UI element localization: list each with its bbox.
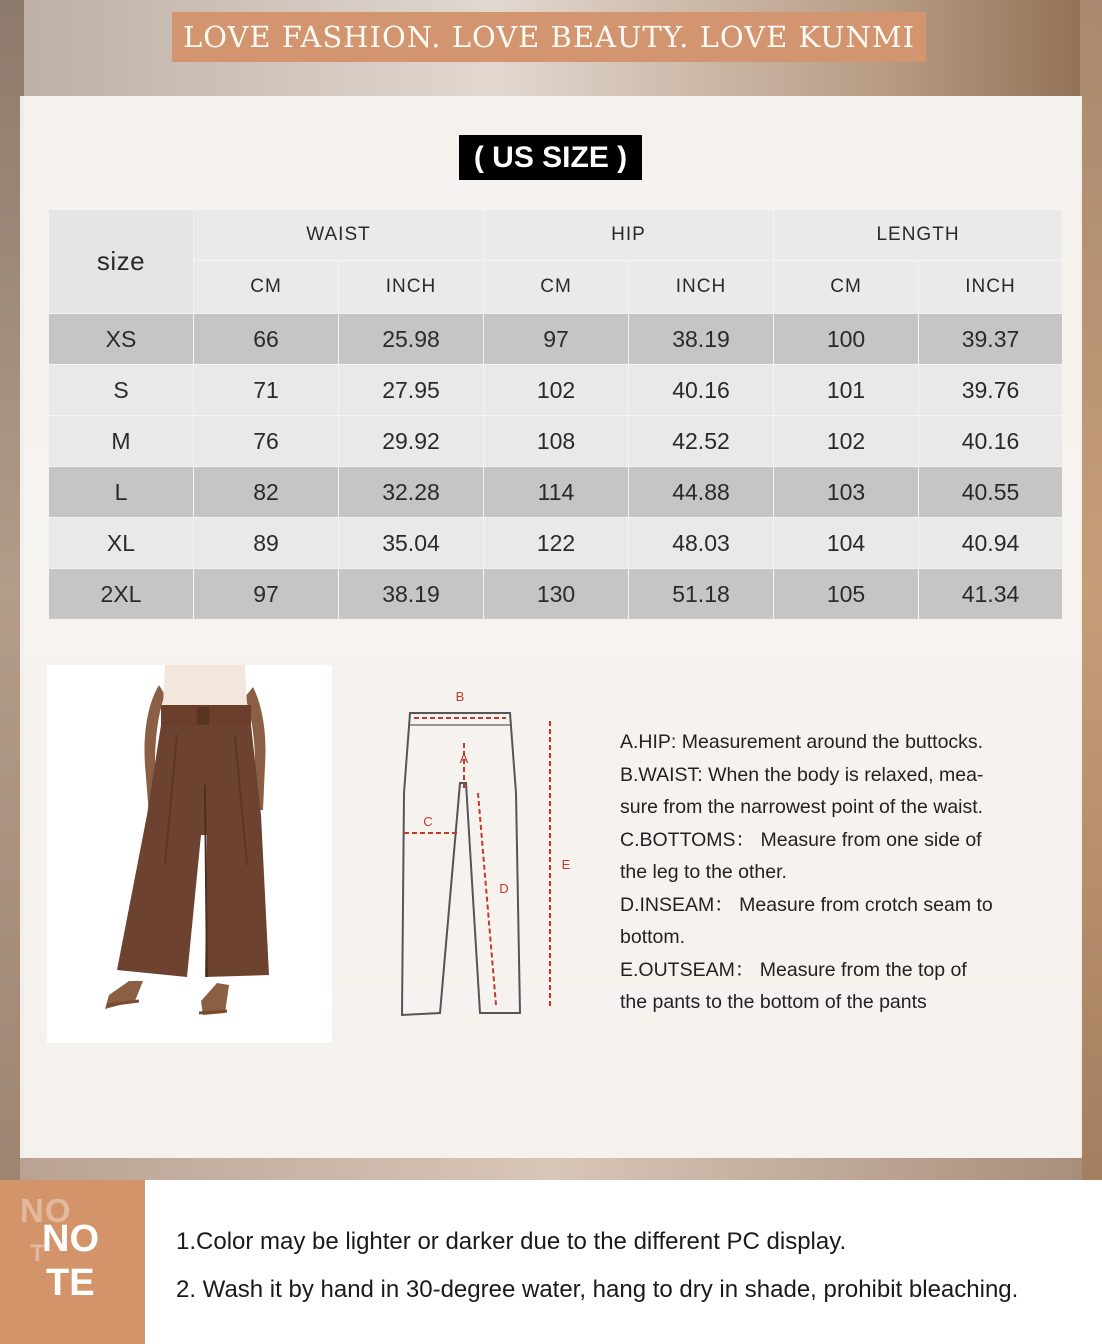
diagram-label-e: E [561, 857, 571, 872]
size-cell: 2XL [49, 569, 194, 620]
table-cell: 51.18 [629, 569, 774, 620]
table-cell: 100 [774, 314, 919, 365]
measure-line-d [478, 793, 496, 1005]
table-cell: 105 [774, 569, 919, 620]
instruction-bottoms: C.BOTTOMS： Measure from one side of the leg to the other. [620, 828, 982, 883]
table-cell: 97 [484, 314, 629, 365]
product-photo [47, 665, 332, 1043]
diagram-label-d: D [499, 881, 509, 896]
diagram-label-c: C [423, 814, 433, 829]
table-cell: 103 [774, 467, 919, 518]
us-size-badge: ( US SIZE ) [459, 135, 642, 180]
size-column-header: size [49, 210, 194, 314]
table-cell: 102 [484, 365, 629, 416]
table-cell: 108 [484, 416, 629, 467]
table-cell: 102 [774, 416, 919, 467]
table-cell: 32.28 [339, 467, 484, 518]
waist-group-header: WAIST [194, 210, 484, 261]
table-cell: 40.16 [919, 416, 1063, 467]
table-cell: 42.52 [629, 416, 774, 467]
unit-header: CM [194, 261, 339, 314]
background-bottom-strip [20, 1158, 1082, 1180]
table-cell: 39.37 [919, 314, 1063, 365]
care-notes [145, 1180, 1102, 1344]
table-header-row [49, 210, 1063, 261]
size-cell: S [49, 365, 194, 416]
table-cell: 40.94 [919, 518, 1063, 569]
table-cell: 25.98 [339, 314, 484, 365]
table-cell: 97 [194, 569, 339, 620]
size-chart-table [48, 209, 1063, 620]
table-row [49, 365, 1063, 416]
table-cell: 44.88 [629, 467, 774, 518]
note-label-bottom: TE [46, 1262, 95, 1304]
table-cell: 41.34 [919, 569, 1063, 620]
model-illustration [47, 665, 332, 1043]
instruction-hip: A.HIP: Measurement around the buttocks. [620, 731, 984, 753]
unit-header: INCH [629, 261, 774, 314]
instruction-waist: B.WAIST: When the body is relaxed, mea- sure from the narrowest point of the waist. [620, 763, 984, 818]
slogan-text: LOVE FASHION. LOVE BEAUTY. LOVE KUNMI [182, 20, 916, 54]
note-ghost-text: NO [20, 1192, 72, 1229]
measurement-instructions [620, 726, 1040, 1019]
table-cell: 38.19 [629, 314, 774, 365]
table-cell: 114 [484, 467, 629, 518]
table-cell: 101 [774, 365, 919, 416]
size-cell: XS [49, 314, 194, 365]
background-right-building [1080, 0, 1102, 1180]
table-cell: 130 [484, 569, 629, 620]
hip-group-header: HIP [484, 210, 774, 261]
table-row [49, 467, 1063, 518]
unit-header: INCH [919, 261, 1063, 314]
table-unit-row [49, 261, 1063, 314]
table-cell: 35.04 [339, 518, 484, 569]
table-cell: 29.92 [339, 416, 484, 467]
table-cell: 82 [194, 467, 339, 518]
note-ghost-t: T [30, 1240, 45, 1267]
unit-header: CM [484, 261, 629, 314]
unit-header: CM [774, 261, 919, 314]
table-cell: 76 [194, 416, 339, 467]
table-row [49, 314, 1063, 365]
size-cell: L [49, 467, 194, 518]
table-cell: 39.76 [919, 365, 1063, 416]
table-cell: 27.95 [339, 365, 484, 416]
size-cell: M [49, 416, 194, 467]
measurement-diagram [380, 683, 590, 1023]
instruction-inseam: D.INSEAM： Measure from crotch seam to bottom. [620, 893, 993, 948]
note-label-top: NO [42, 1218, 99, 1260]
instruction-outseam: E.OUTSEAM： Measure from the top of the pants to the bottom of the pants [620, 958, 967, 1013]
diagram-label-a: A [459, 751, 469, 766]
size-cell: XL [49, 518, 194, 569]
table-cell: 48.03 [629, 518, 774, 569]
table-cell: 66 [194, 314, 339, 365]
table-row [49, 518, 1063, 569]
note-line-2: 2. Wash it by hand in 30-degree water, hang to dry in shade, prohibit bleaching. [176, 1276, 1019, 1303]
table-cell: 71 [194, 365, 339, 416]
table-cell: 38.19 [339, 569, 484, 620]
table-row [49, 416, 1063, 467]
table-cell: 89 [194, 518, 339, 569]
table-cell: 104 [774, 518, 919, 569]
table-cell: 40.16 [629, 365, 774, 416]
table-row [49, 569, 1063, 620]
length-group-header: LENGTH [774, 210, 1063, 261]
diagram-label-b: B [455, 689, 465, 704]
table-cell: 122 [484, 518, 629, 569]
note-line-1: 1.Color may be lighter or darker due to the different PC display. [176, 1228, 847, 1255]
table-cell: 40.55 [919, 467, 1063, 518]
unit-header: INCH [339, 261, 484, 314]
slogan-banner [172, 12, 926, 62]
